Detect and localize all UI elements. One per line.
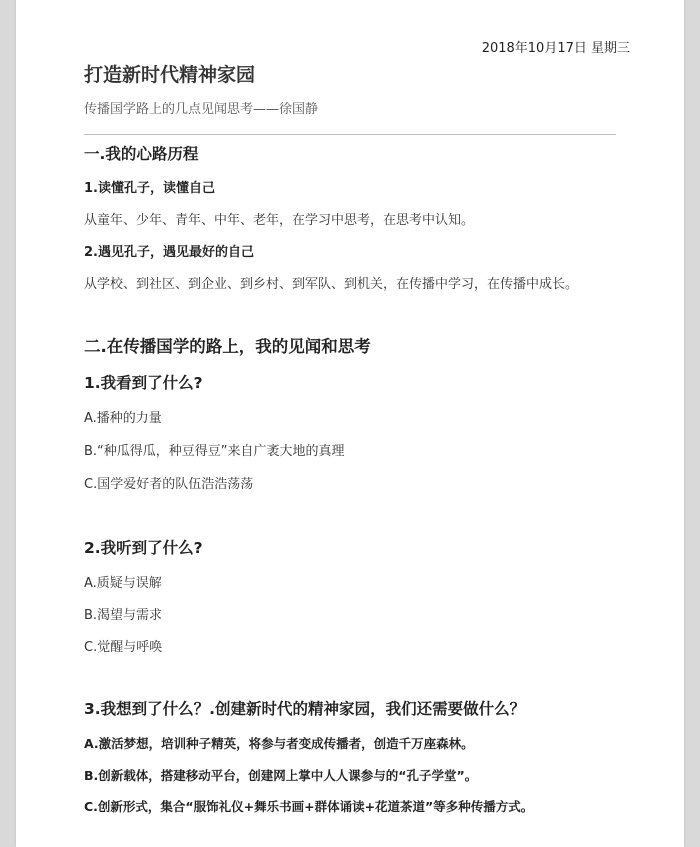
question1-item-c: C.国学爱好者的队伍浩浩荡荡: [84, 477, 254, 492]
question2-item-c: C.觉醒与呼唤: [84, 640, 163, 655]
question3-item-a: A.激活梦想，培训种子精英，将参与者变成传播者，创造千万座森林。: [84, 736, 474, 751]
section1-item1-text: 从童年、少年、青年、中年、老年，在学习中思考，在思考中认知。: [84, 213, 475, 228]
question1-item-a: A.播种的力量: [84, 411, 162, 426]
document-title: 打造新时代精神家园: [84, 64, 256, 86]
question1-item-b: B.“种瓜得瓜，种豆得豆”来自广袤大地的真理: [84, 444, 345, 459]
section1-item2-text: 从学校、到社区、到企业、到乡村、到军队、到机关，在传播中学习，在传播中成长。: [84, 277, 579, 292]
document-page: [16, 0, 684, 847]
question3-heading: 3.我想到了什么？.创建新时代的精神家园，我们还需要做什么？: [84, 700, 526, 718]
question3-item-c: C.创新形式，集合“服饰礼仪+舞乐书画+群体诵读+花道茶道”等多种传播方式。: [84, 799, 534, 814]
section2-heading: 二.在传播国学的路上，我的见闻和思考: [84, 337, 371, 356]
question2-item-b: B.渴望与需求: [84, 608, 163, 623]
document-subtitle: 传播国学路上的几点见闻思考——徐国静: [84, 102, 319, 117]
divider: [84, 134, 616, 135]
question2-heading: 2.我听到了什么?: [84, 539, 203, 557]
section1-heading: 一.我的心路历程: [84, 145, 199, 163]
section1-item2-heading: 2.遇见孔子，遇见最好的自己: [84, 245, 254, 260]
section1-item1-heading: 1.读懂孔子，读懂自己: [84, 181, 215, 196]
question3-item-b: B.创新载体，搭建移动平台，创建网上掌中人人课参与的“孔子学堂”。: [84, 768, 478, 783]
question1-heading: 1.我看到了什么?: [84, 374, 203, 392]
document-date: 2018年10月17日 星期三: [481, 41, 630, 56]
question2-item-a: A.质疑与误解: [84, 576, 162, 591]
